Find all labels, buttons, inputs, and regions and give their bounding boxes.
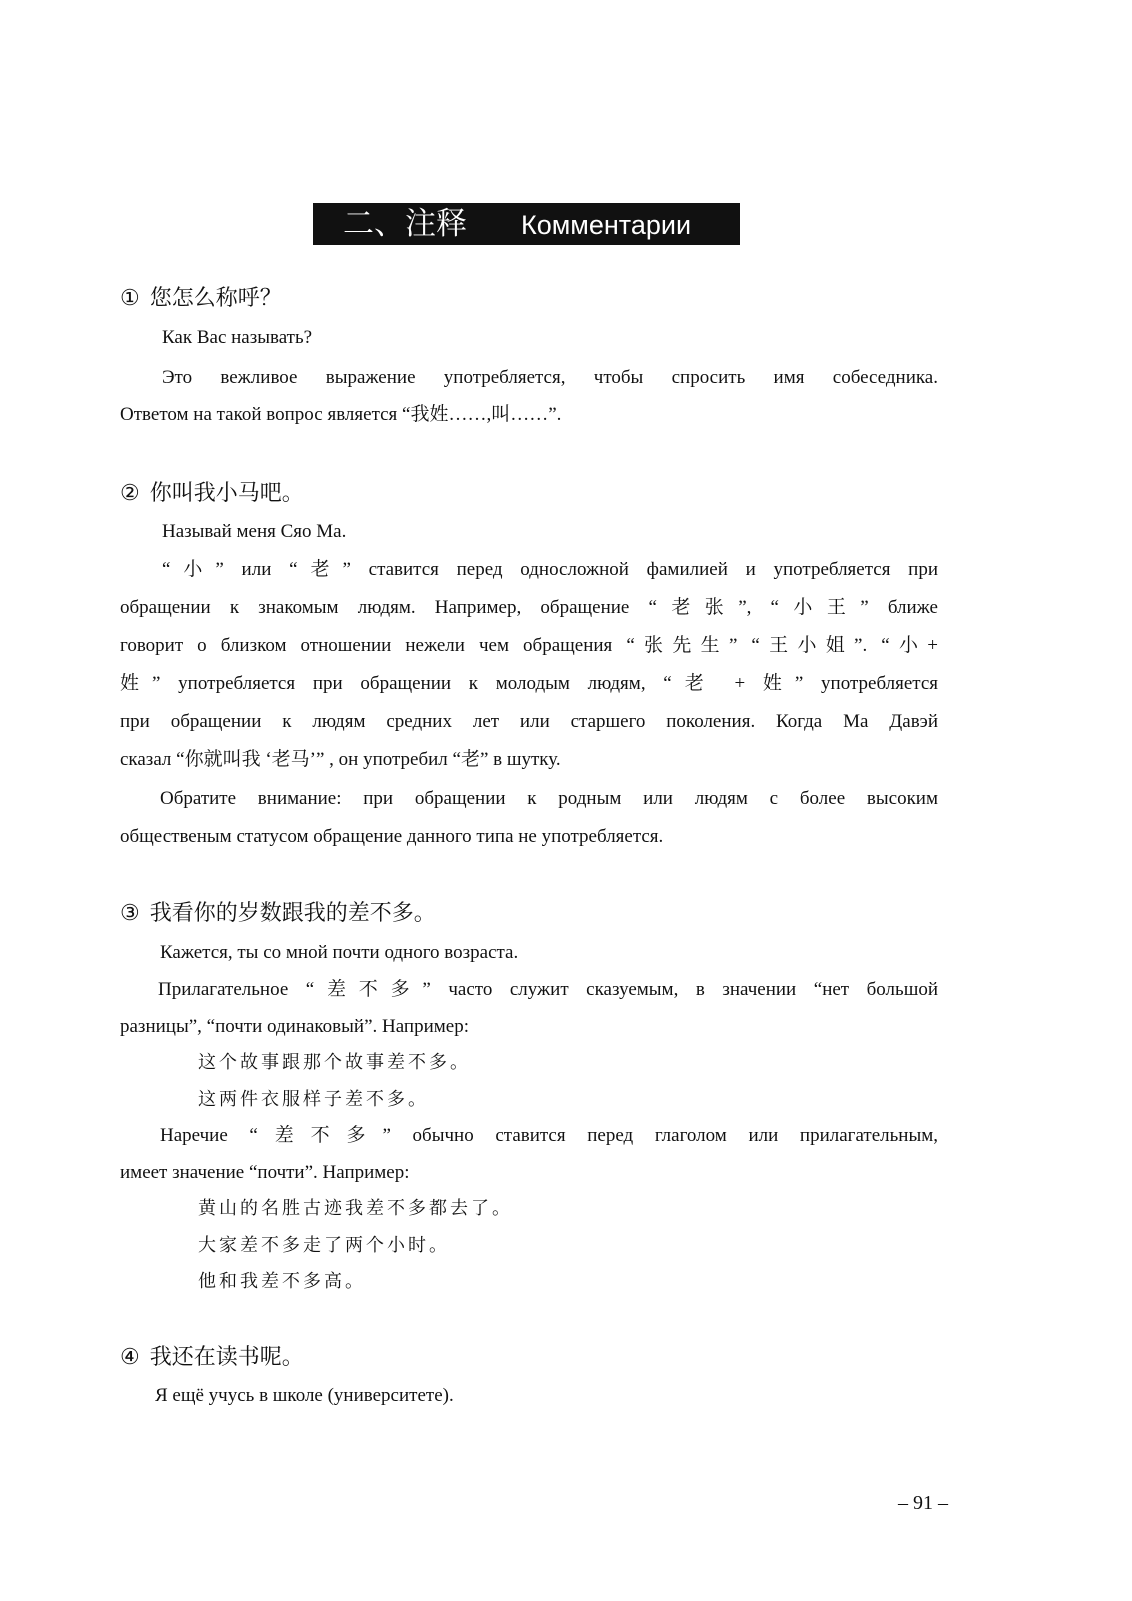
page-number: – 91 – bbox=[898, 1492, 948, 1514]
note-3-example-5: 他和我差不多高。 bbox=[198, 1271, 366, 1292]
note-4-translation: Я ещё учусь в школе (университете). bbox=[155, 1385, 454, 1406]
note-3-example-3: 黄山的名胜古迹我差不多都去了。 bbox=[198, 1198, 513, 1219]
note-1-line-2: Ответом на такой вопрос является “我姓……,叫……”. bbox=[120, 404, 562, 425]
note-3-line-3: Наречие “差不多” обычно ставится перед глаголом или прилагательным, bbox=[160, 1125, 938, 1146]
note-3-example-1: 这个故事跟那个故事差不多。 bbox=[198, 1052, 471, 1073]
note-1-translation: Как Вас называть? bbox=[162, 327, 313, 348]
note-4-title: 我还在读书呢。 bbox=[149, 1345, 304, 1370]
note-3-translation: Кажется, ты со мной почти одного возраста. bbox=[160, 942, 519, 963]
note-3-number: ③ bbox=[120, 901, 140, 926]
note-3-title: 我看你的岁数跟我的差不多。 bbox=[149, 901, 436, 926]
note-3-example-2: 这两件衣服样子差不多。 bbox=[198, 1089, 429, 1110]
note-3-heading bbox=[120, 899, 436, 929]
note-2-title: 你叫我小马吧。 bbox=[149, 481, 304, 506]
note-2-line-7: Обратите внимание: при обращении к родным или людям с более высоким bbox=[160, 788, 938, 809]
section-title-ru: Комментарии bbox=[521, 210, 692, 240]
note-1-heading bbox=[120, 284, 282, 314]
note-2-line-2: обращении к знакомым людям. Например, обращение “老张”, “小王” ближе bbox=[120, 597, 938, 618]
note-4-number: ④ bbox=[120, 1345, 140, 1370]
note-2-number: ② bbox=[120, 481, 140, 506]
note-3-line-1: Прилагательное “差不多” часто служит сказуемым, в значении “нет большой bbox=[158, 979, 938, 1000]
note-3-example-4: 大家差不多走了两个小时。 bbox=[198, 1235, 450, 1256]
section-banner bbox=[313, 203, 740, 245]
note-2-line-6: сказал “你就叫我 ‘老马’” , он употребил “老” в шутку. bbox=[120, 749, 561, 770]
note-1-number: ① bbox=[120, 286, 140, 311]
note-2-translation: Называй меня Сяо Ма. bbox=[162, 521, 347, 542]
note-2-line-4: 姓” употребляется при обращении к молодым людям, “老 + 姓” употребляется bbox=[120, 673, 938, 694]
note-2-heading bbox=[120, 479, 304, 509]
note-2-line-5: при обращении к людям средних лет или старшего поколения. Когда Ма Давэй bbox=[120, 711, 938, 732]
note-2-line-3: говорит о близком отношении нежели чем обращения “张先生” “王小姐”. “小+ bbox=[120, 635, 938, 656]
note-3-line-2: разницы”, “почти одинаковый”. Например: bbox=[120, 1016, 469, 1037]
note-1-line-1: Это вежливое выражение употребляется, чтобы спросить имя собеседника. bbox=[162, 367, 938, 388]
note-3-line-4: имеет значение “почти”. Например: bbox=[120, 1162, 410, 1183]
section-title-cn: 二、注释 bbox=[343, 206, 467, 242]
note-2-line-1: “小” или “老” ставится перед односложной фамилией и употребляется при bbox=[162, 559, 938, 580]
note-2-line-8: общественым статусом обращение данного типа не употребляется. bbox=[120, 826, 664, 847]
note-4-heading bbox=[120, 1343, 304, 1373]
note-1-title: 您怎么称呼？ bbox=[149, 286, 282, 311]
